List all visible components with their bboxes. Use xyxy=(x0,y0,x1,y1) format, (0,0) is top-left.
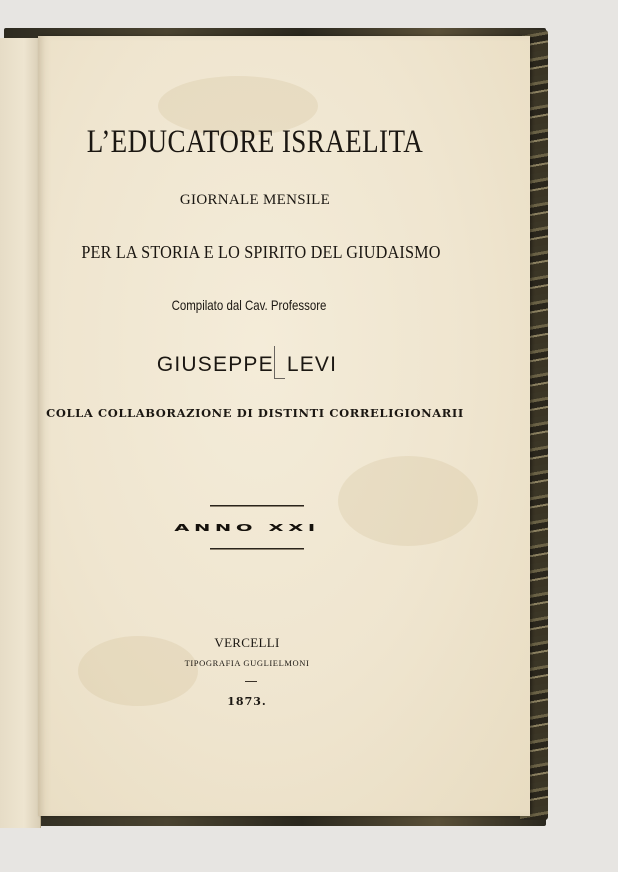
collaboration-line: COLLA COLLABORAZIONE DI DISTINTI CORRELIGIONARII xyxy=(46,406,464,420)
author-last-name: LEVI xyxy=(286,353,338,376)
author-first-name: GIUSEPPE xyxy=(156,353,274,376)
rule-top xyxy=(210,505,304,507)
facing-page-edge xyxy=(0,38,41,828)
author-name xyxy=(32,346,462,379)
journal-subtitle: GIORNALE MENSILE xyxy=(179,192,331,208)
pencil-mark xyxy=(274,346,285,379)
title-page xyxy=(38,36,530,816)
printer-name: TIPOGRAFIA GUGLIELMONI xyxy=(184,658,310,668)
compiled-by-line: Compilato dal Cav. Professore xyxy=(171,297,327,313)
journal-description: PER LA STORIA E LO SPIRITO DEL GIUDAISMO xyxy=(81,242,441,262)
publication-year: 1873. xyxy=(227,695,267,708)
rule-bottom xyxy=(210,548,304,550)
journal-title: L’EDUCATORE ISRAELITA xyxy=(86,124,424,160)
small-divider xyxy=(245,681,257,682)
volume-label: ANNO XXI xyxy=(174,522,320,534)
place-of-publication: VERCELLI xyxy=(214,635,280,650)
